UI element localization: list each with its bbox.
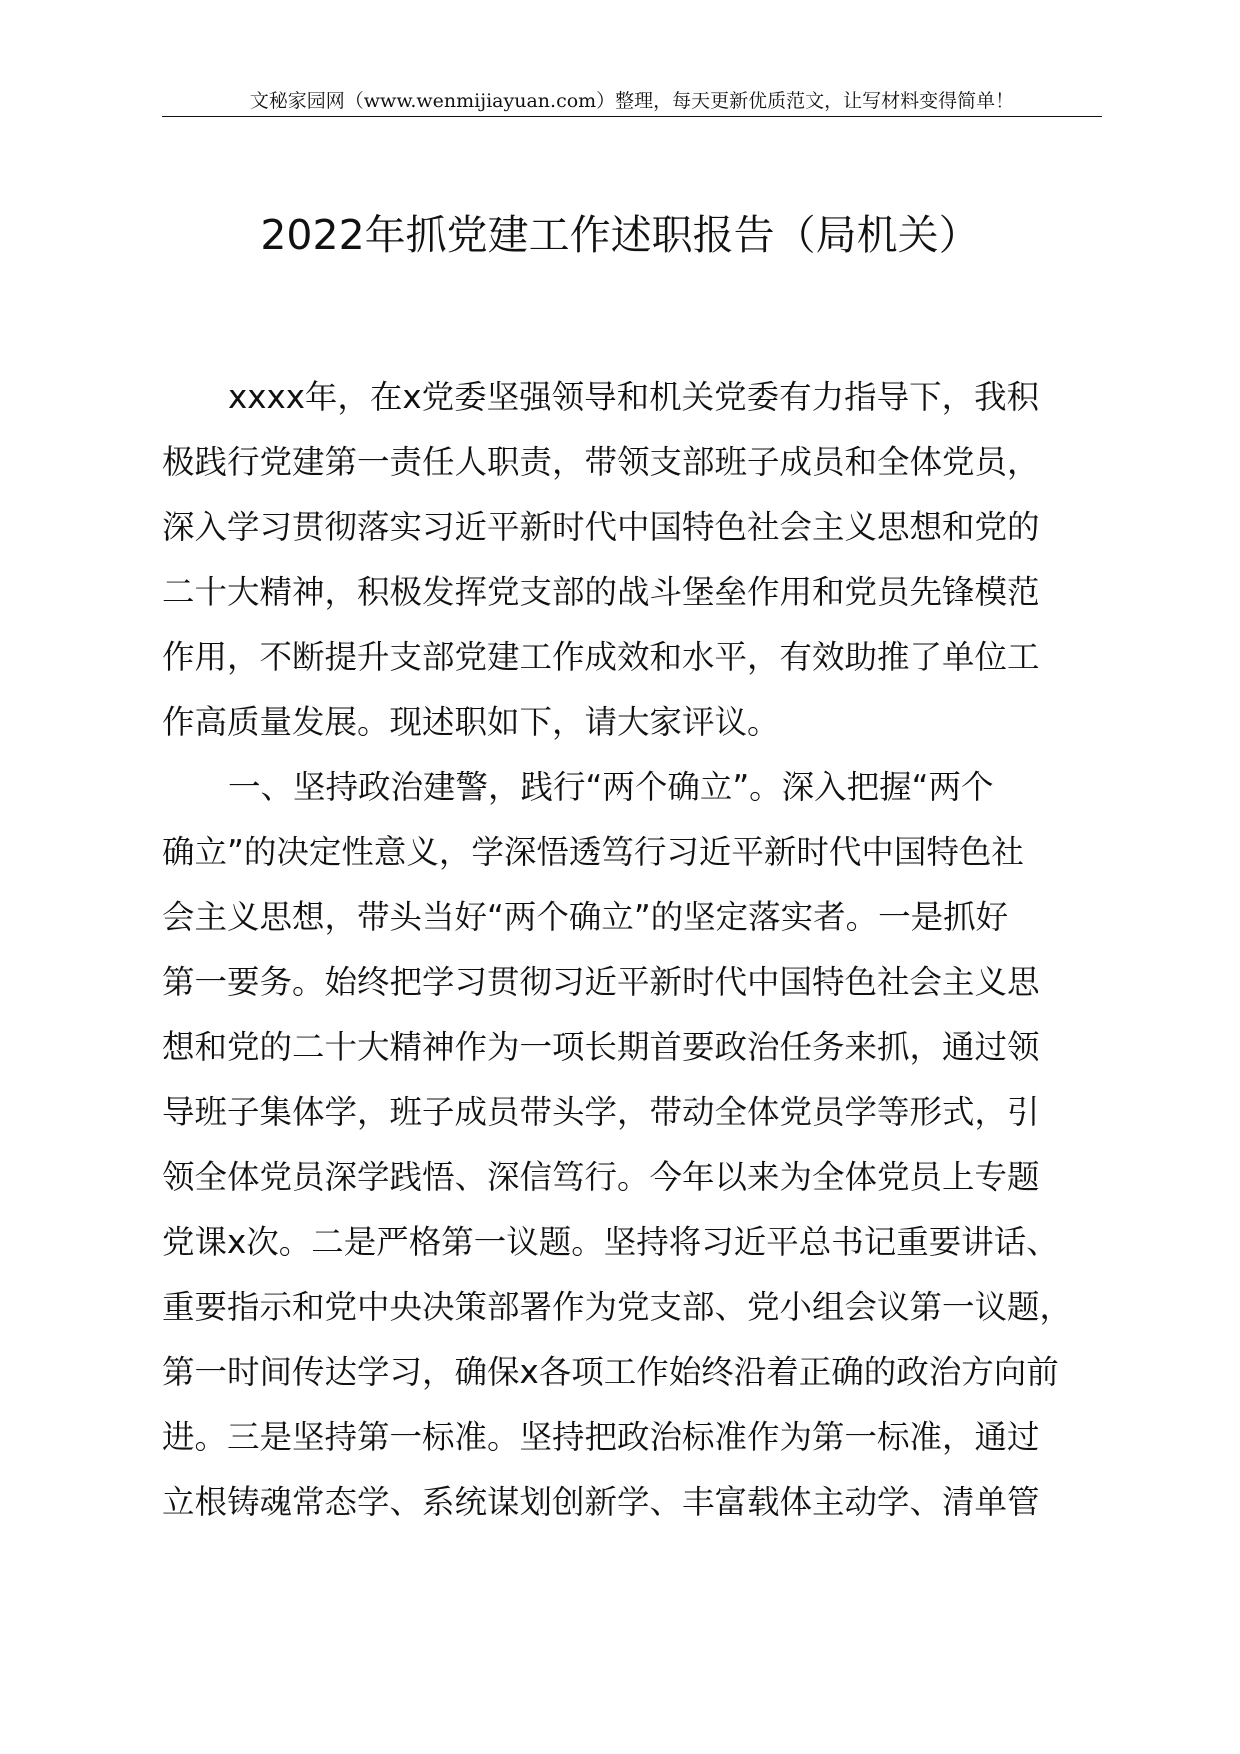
paragraph-line: 一、坚持政治建警，践行“两个确立”。深入把握“两个 — [228, 768, 994, 806]
paragraph-line: 想和党的二十大精神作为一项长期首要政治任务来抓，通过领 — [162, 1028, 1040, 1066]
paragraph-line: 第一要务。始终把学习贯彻习近平新时代中国特色社会主义思 — [162, 963, 1040, 1001]
paragraph-line: 二十大精神，积极发挥党支部的战斗堡垒作用和党员先锋模范 — [162, 573, 1040, 611]
paragraph-line: 导班子集体学，班子成员带头学，带动全体党员学等形式，引 — [162, 1093, 1040, 1131]
paragraph-line: xxxx年，在x党委坚强领导和机关党委有力指导下，我积 — [228, 378, 1040, 416]
paragraph-line: 党课x次。二是严格第一议题。坚持将习近平总书记重要讲话、 — [162, 1223, 1059, 1261]
paragraph-line: 会主义思想，带头当好“两个确立”的坚定落实者。一是抓好 — [162, 898, 1009, 936]
paragraph-line: 极践行党建第一责任人职责，带领支部班子成员和全体党员， — [162, 443, 1040, 481]
paragraph-line: 作高质量发展。现述职如下，请大家评议。 — [162, 703, 780, 741]
paragraph-line: 第一时间传达学习，确保x各项工作始终沿着正确的政治方向前 — [162, 1353, 1059, 1391]
page-header: 文秘家园网（www.wenmijiayuan.com）整理，每天更新优质范文，让写材料变得简单！ — [249, 90, 1015, 112]
document-body — [162, 365, 1102, 1535]
header-rule — [162, 116, 1102, 117]
paragraph-line: 领全体党员深学践悟、深信笃行。今年以来为全体党员上专题 — [162, 1158, 1040, 1196]
paragraph-line: 进。三是坚持第一标准。坚持把政治标准作为第一标准，通过 — [162, 1418, 1040, 1456]
document-title: 2022年抓党建工作述职报告（局机关） — [260, 211, 980, 259]
paragraph-line: 作用，不断提升支部党建工作成效和水平，有效助推了单位工 — [162, 638, 1040, 676]
paragraph-line: 重要指示和党中央决策部署作为党支部、党小组会议第一议题， — [162, 1288, 1073, 1326]
paragraph-line: 立根铸魂常态学、系统谋划创新学、丰富载体主动学、清单管 — [162, 1483, 1040, 1521]
paragraph-line: 深入学习贯彻落实习近平新时代中国特色社会主义思想和党的 — [162, 508, 1040, 546]
paragraph-line: 确立”的决定性意义，学深悟透笃行习近平新时代中国特色社 — [162, 833, 1024, 871]
